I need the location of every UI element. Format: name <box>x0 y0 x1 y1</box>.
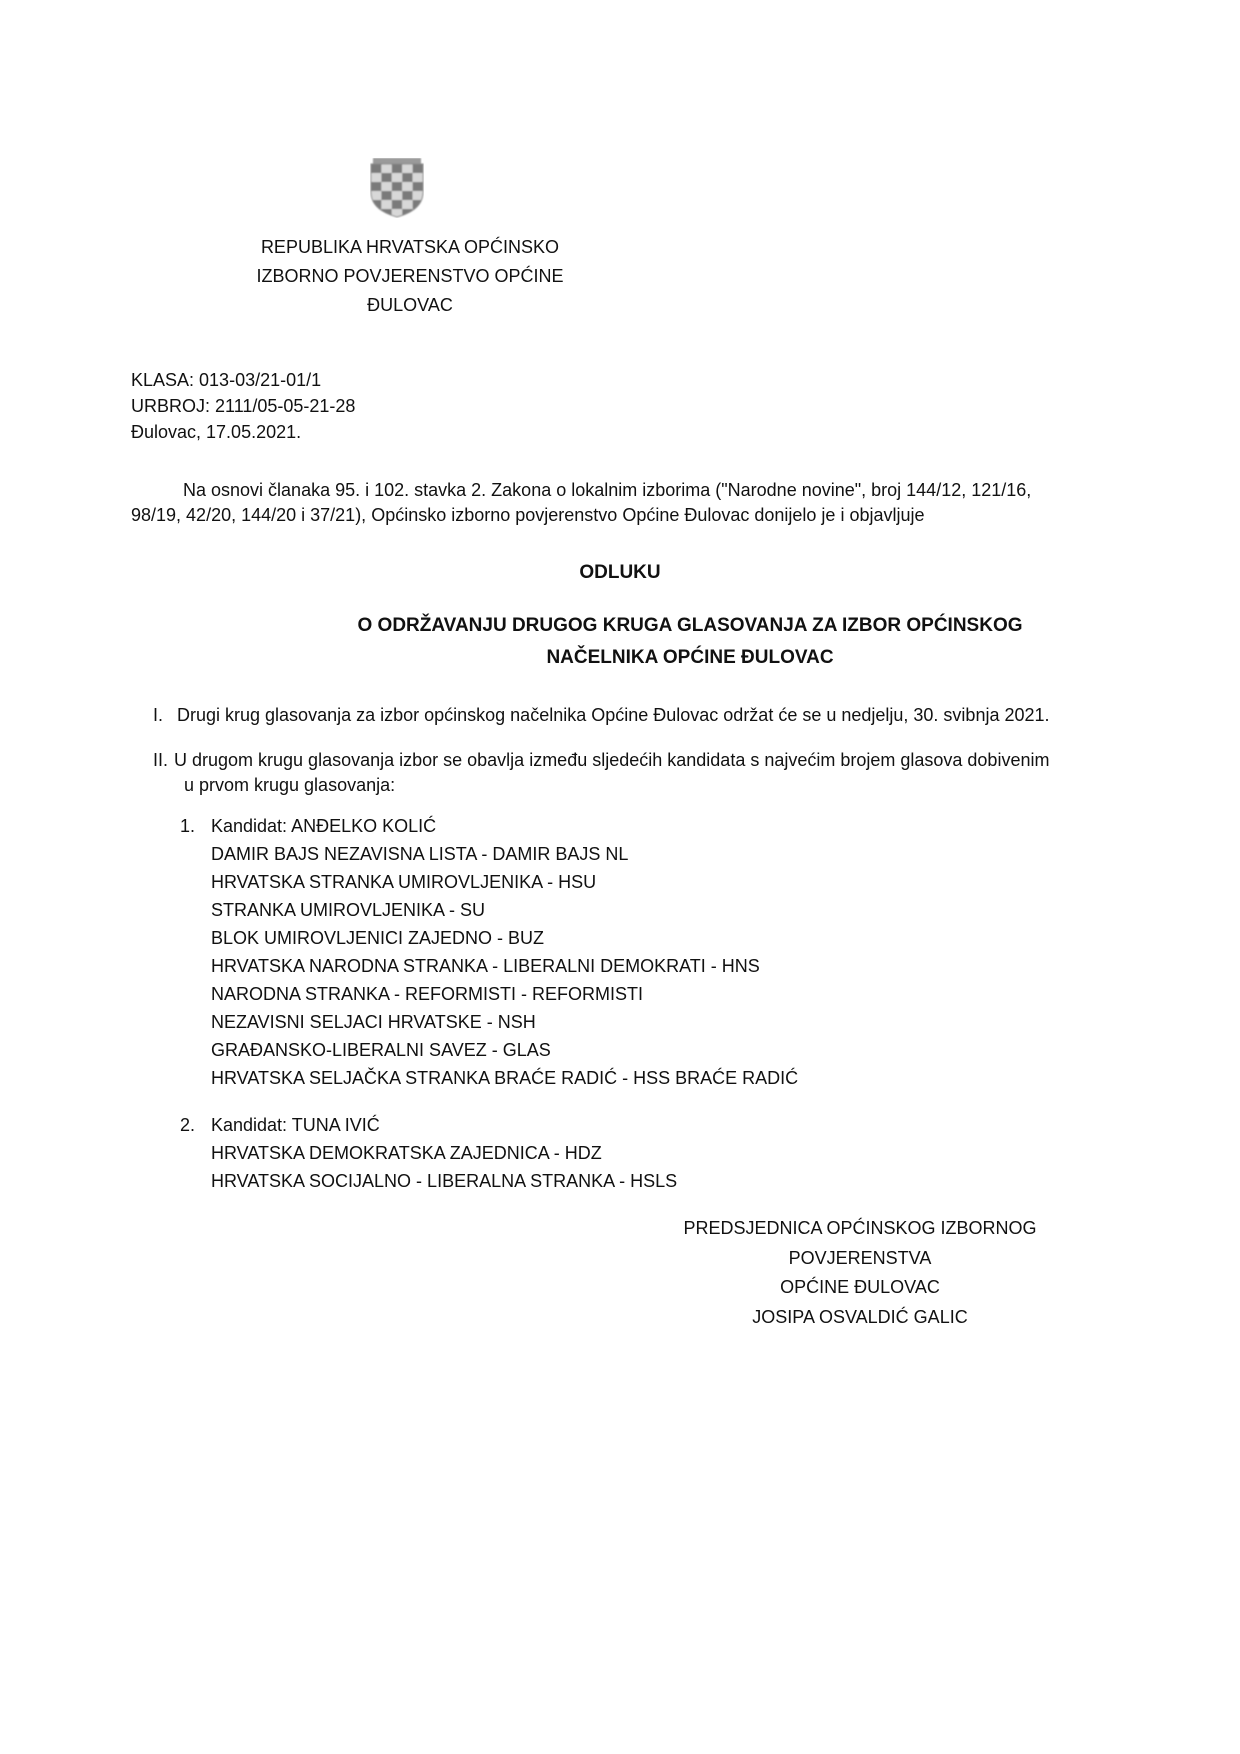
coat-check <box>392 200 402 209</box>
candidate-2-lines <box>211 1111 1011 1195</box>
header-line-3: ĐULOVAC <box>367 295 453 315</box>
item-ii-number: II. <box>153 750 169 770</box>
coat-check <box>413 164 423 173</box>
signature-name: JOSIPA OSVALDIĆ GALIC <box>752 1306 968 1327</box>
coat-of-arms-icon <box>370 158 424 218</box>
coat-check <box>381 182 391 191</box>
coat-check <box>371 191 381 200</box>
coat-check <box>402 164 412 173</box>
item-ii-text <box>174 748 1124 798</box>
header-line-2: IZBORNO POVJERENSTVO OPĆINE <box>256 266 564 286</box>
candidate-2-party: HRVATSKA DEMOKRATSKA ZAJEDNICA - HDZ <box>211 1143 602 1163</box>
coat-check <box>381 164 391 173</box>
reference-block <box>131 367 355 445</box>
candidate-1-party: HRVATSKA SELJAČKA STRANKA BRAĆE RADIĆ - HSS BRAĆE RADIĆ <box>211 1068 799 1088</box>
coat-check <box>381 191 391 200</box>
coat-check <box>381 173 391 182</box>
coat-check <box>392 173 402 182</box>
coat-check <box>402 191 412 200</box>
coat-check <box>371 182 381 191</box>
coat-check <box>381 200 391 209</box>
candidate-1-name: Kandidat: ANĐELKO KOLIĆ <box>211 816 437 836</box>
candidate-1-party: BLOK UMIROVLJENICI ZAJEDNO - BUZ <box>211 928 545 948</box>
coat-check <box>371 173 381 182</box>
item-i-number: I. <box>153 705 164 725</box>
candidate-1-party: NEZAVISNI SELJACI HRVATSKE - NSH <box>211 1012 536 1032</box>
candidate-1-party: HRVATSKA NARODNA STRANKA - LIBERALNI DEMOKRATI - HNS <box>211 956 760 976</box>
coat-check <box>413 182 423 191</box>
coat-check <box>413 209 423 218</box>
document-subtitle <box>300 610 1080 674</box>
subtitle-line-2: NAČELNIKA OPĆINE ĐULOVAC <box>546 647 834 668</box>
candidate-1-party: GRAĐANSKO-LIBERALNI SAVEZ - GLAS <box>211 1040 551 1060</box>
header-line-1: REPUBLIKA HRVATSKA OPĆINSKO <box>260 237 560 257</box>
candidate-1-number: 1. <box>180 816 196 836</box>
klasa: KLASA: 013-03/21-01/1 <box>131 370 322 390</box>
signature-line-3: OPĆINE ĐULOVAC <box>780 1277 940 1297</box>
candidate-2-party: HRVATSKA SOCIJALNO - LIBERALNA STRANKA - HSLS <box>211 1171 678 1191</box>
item-i-text: Drugi krug glasovanja za izbor općinskog načelnika Općine Đulovac održat će se u nedjelju, 30. svibnja 2021. <box>177 705 1050 725</box>
coat-check <box>392 164 402 173</box>
coat-check <box>371 164 381 173</box>
intro-line-2: 98/19, 42/20, 144/20 i 37/21), Općinsko izborno povjerenstvo Općine Đulovac donijelo je i objavljuje <box>131 505 925 525</box>
coat-check <box>392 191 402 200</box>
issuer-header <box>230 233 590 320</box>
candidate-1-party: HRVATSKA STRANKA UMIROVLJENIKA - HSU <box>211 872 597 892</box>
subtitle-line-1: O ODRŽAVANJU DRUGOG KRUGA GLASOVANJA ZA IZBOR OPĆINSKOG <box>357 615 1023 636</box>
item-ii-line-2: u prvom krugu glasovanja: <box>184 775 396 795</box>
candidate-1-party: DAMIR BAJS NEZAVISNA LISTA - DAMIR BAJS NL <box>211 844 629 864</box>
document-title: ODLUKU <box>579 562 661 583</box>
place-date: Đulovac, 17.05.2021. <box>131 422 302 442</box>
signature-line-1: PREDSJEDNICA OPĆINSKOG IZBORNOG <box>683 1218 1037 1238</box>
intro-line-1: Na osnovi članaka 95. i 102. stavka 2. Zakona o lokalnim izborima ("Narodne novine", broj 144/12, 121/16, <box>183 480 1032 500</box>
signature-block <box>640 1214 1080 1332</box>
intro-paragraph <box>131 478 1111 528</box>
item-ii-line-1: U drugom krugu glasovanja izbor se obavlja između sljedećih kandidata s najvećim brojem glasova dobivenim <box>174 750 1050 770</box>
candidate-2-number: 2. <box>180 1115 196 1135</box>
candidate-2-name: Kandidat: TUNA IVIĆ <box>211 1115 380 1135</box>
coat-check <box>371 209 381 218</box>
coat-check <box>392 182 402 191</box>
urbroj: URBROJ: 2111/05-05-21-28 <box>131 396 356 416</box>
coat-check <box>413 173 423 182</box>
coat-check <box>402 200 412 209</box>
coat-check <box>413 191 423 200</box>
coat-check <box>402 173 412 182</box>
candidate-1-party: STRANKA UMIROVLJENIKA - SU <box>211 900 486 920</box>
candidate-1-party: NARODNA STRANKA - REFORMISTI - REFORMISTI <box>211 984 644 1004</box>
candidate-1-lines <box>211 812 1011 1092</box>
signature-line-2: POVJERENSTVA <box>788 1247 932 1268</box>
coat-check <box>402 182 412 191</box>
